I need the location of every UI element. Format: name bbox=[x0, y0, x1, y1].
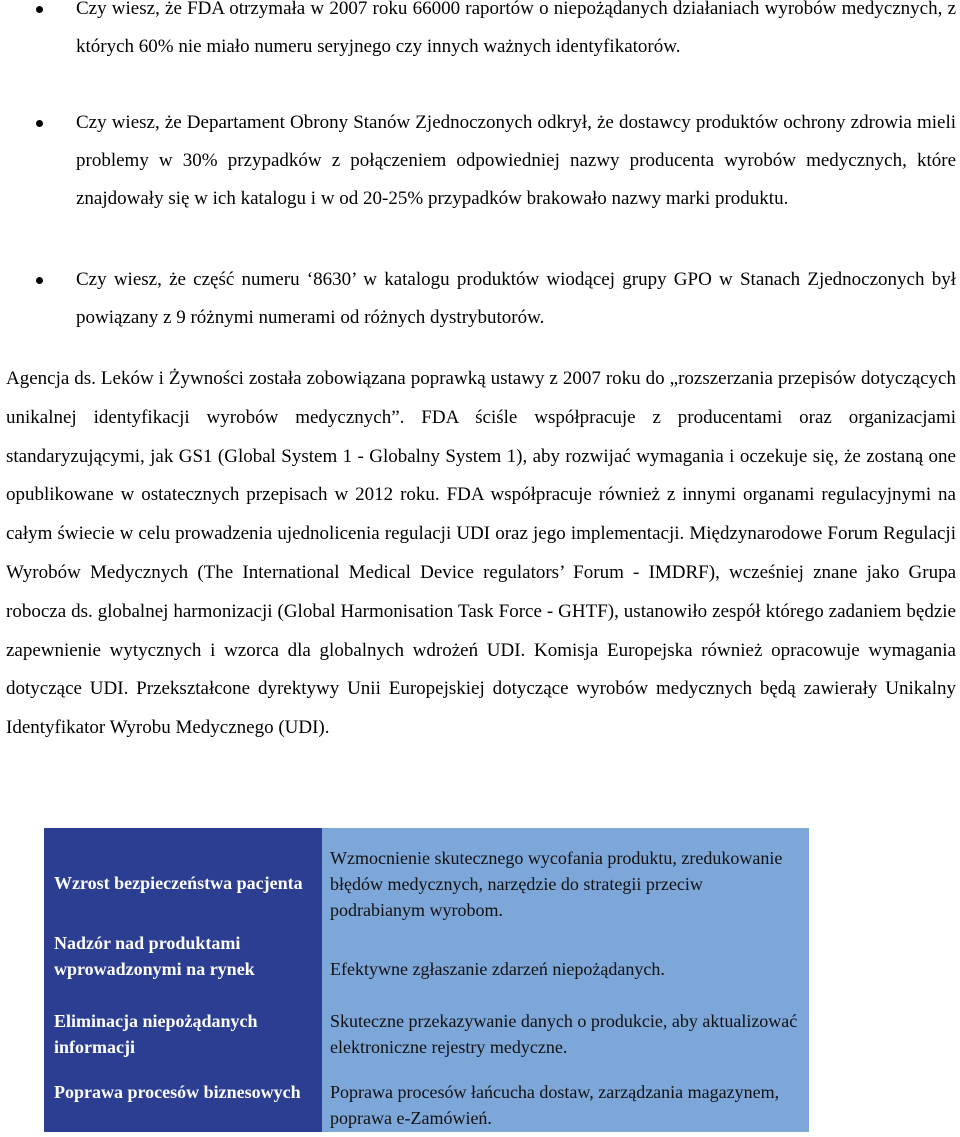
bullet-icon bbox=[36, 120, 43, 127]
table-left-column bbox=[44, 828, 322, 1132]
table-cell-description: Wzmocnienie skutecznego wycofania produktu, zredukowanie błędów medycznych, narzędzie do strategii przeciw podrabianym wyrobom. bbox=[330, 848, 783, 920]
table-cell-description: Skuteczne przekazywanie danych o produkcie, aby aktualizować elektroniczne rejestry medyczne. bbox=[330, 1011, 798, 1057]
table-cell-benefit: Poprawa procesów biznesowych bbox=[54, 1082, 301, 1102]
table-right-column bbox=[322, 828, 809, 1132]
body-paragraph: Agencja ds. Leków i Żywności została zobowiązana poprawką ustawy z 2007 roku do „rozszerzania przepisów dotyczących unikalnej identyfikacji wyrobów medycznych”. FDA ściśle współpracuje z producentami oraz organizacjami standaryzującymi, jak GS1 (Global System 1 - Globalny System 1), aby rozwijać wymagania i oczekuje się, że zostaną one opublikowane w ostatecznych przepisach w 2012 roku. FDA współpracuje również z innymi organami regulacyjnymi na całym świecie w celu prowadzenia ujednolicenia regulacji UDI oraz jego implementacji. Międzynarodowe Forum Regulacji Wyrobów Medycznych (The International Medical Device regulators’ Forum - IMDRF), wcześniej znane jako Grupa robocza ds. globalnej harmonizacji (Global Harmonisation Task Force - GHTF), ustanowiło zespół którego zadaniem będzie zapewnienie wytycznych i wzorca dla globalnych wdrożeń UDI. Komisja Europejska również opracowuje wymagania dotyczące UDI. Przekształcone dyrektywy Unii Europejskiej dotyczące wyrobów medycznych będą zawierały Unikalny Identyfikator Wyrobu Medycznego (UDI). bbox=[6, 368, 956, 739]
bullet-text: Czy wiesz, że część numeru ‘8630’ w katalogu produktów wiodącej grupy GPO w Stanach Zjednoczonych był powiązany z 9 różnymi numerami od różnych dystrybutorów. bbox=[76, 269, 956, 328]
table-cell-description: Efektywne zgłaszanie zdarzeń niepożądanych. bbox=[330, 959, 665, 979]
table-cell-benefit: Wzrost bezpieczeństwa pacjenta bbox=[54, 873, 303, 893]
table-cell-benefit: Nadzór nad produktami wprowadzonymi na rynek bbox=[54, 933, 255, 979]
table-cell-benefit: Eliminacja niepożądanych informacji bbox=[54, 1011, 258, 1057]
bullet-text: Czy wiesz, że FDA otrzymała w 2007 roku 66000 raportów o niepożądanych działaniach wyrobów medycznych, z których 60% nie miało numeru seryjnego czy innych ważnych identyfikatorów. bbox=[76, 0, 956, 57]
bullet-icon bbox=[36, 277, 43, 284]
table-cell-description: Poprawa procesów łańcucha dostaw, zarządzania magazynem, poprawa e-Zamówień. bbox=[330, 1082, 780, 1128]
bullet-icon bbox=[36, 6, 43, 13]
benefits-table bbox=[44, 828, 809, 1132]
bullet-text: Czy wiesz, że Departament Obrony Stanów Zjednoczonych odkrył, że dostawcy produktów ochrony zdrowia mieli problemy w 30% przypadków z połączeniem odpowiedniej nazwy producenta wyrobów medycznych, które znajdowały się w ich katalogu i w od 20-25% przypadków brakowało nazwy marki produktu. bbox=[76, 112, 956, 209]
